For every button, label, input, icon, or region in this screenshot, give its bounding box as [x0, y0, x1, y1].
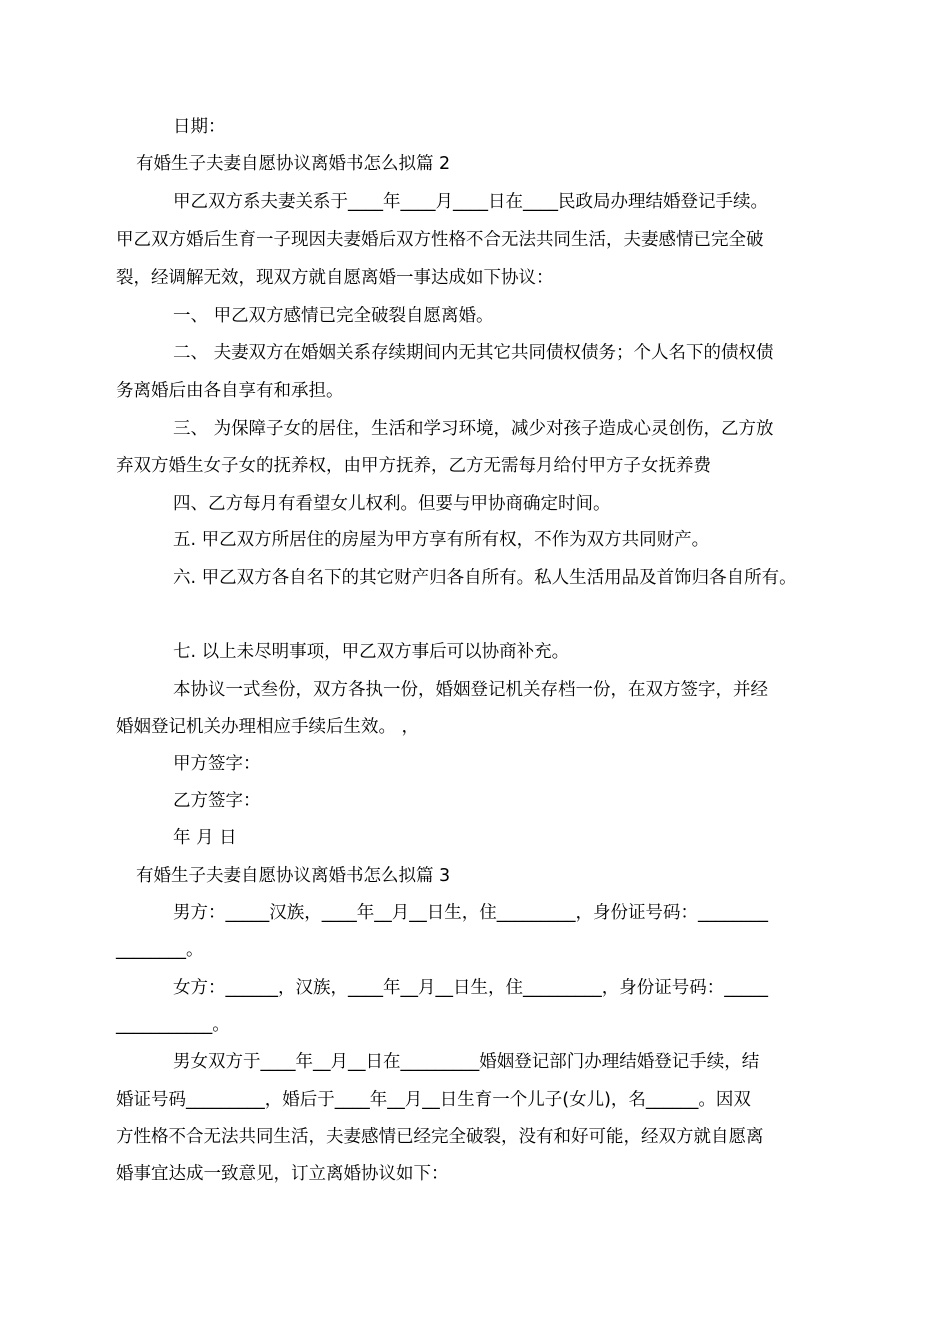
clause-3-cont: 弃双方婚生女子女的抚养权，由甲方抚养，乙方无需每月给付甲方子女抚养费: [116, 456, 711, 476]
male-party-line: 男方：_____汉族，____年__月__日生，住_________，身份证号码：________: [173, 903, 768, 923]
clause-2: 二、 夫妻双方在婚姻关系存续期间内无其它共同债权债务；个人名下的债权债: [173, 343, 774, 363]
paragraph-line: 婚姻登记机关办理相应手续后生效。 ，: [116, 717, 420, 737]
paragraph-line: 甲乙双方系夫妻关系于____年____月____日在____民政局办理结婚登记手续。: [173, 192, 768, 212]
paragraph-line: 甲乙双方婚后生育一子现因夫妻婚后双方性格不合无法共同生活，夫妻感情已完全破: [116, 230, 764, 250]
party-b-signature-label: 乙方签字：: [173, 791, 261, 811]
section-heading-2: 有婚生子夫妻自愿协议离婚书怎么拟篇 2: [136, 154, 451, 174]
clause-2-cont: 务离婚后由各自享有和承担。: [116, 381, 344, 401]
clause-1: 一、 甲乙双方感情已完全破裂自愿离婚。: [173, 306, 494, 326]
section-heading-3: 有婚生子夫妻自愿协议离婚书怎么拟篇 3: [136, 866, 451, 886]
clause-3: 三、 为保障子女的居住，生活和学习环境，减少对孩子造成心灵创伤，乙方放: [173, 419, 774, 439]
date-line: 日期：: [173, 117, 226, 137]
female-party-line: 女方：______，汉族，____年__月__日生，住_________，身份证号码：_____: [173, 978, 768, 998]
clause-5: 五. 甲乙双方所居住的房屋为甲方享有所有权，不作为双方共同财产。: [173, 530, 710, 550]
paragraph-line: 裂，经调解无效，现双方就自愿离婚一事达成如下协议：: [116, 268, 554, 288]
male-party-line-cont: ________。: [116, 940, 204, 960]
paragraph-line: 男女双方于____年__月__日在_________婚姻登记部门办理结婚登记手续，结: [173, 1052, 760, 1072]
female-party-line-cont: ___________。: [116, 1015, 230, 1035]
paragraph-line: 婚证号码_________，婚后于____年__月__日生育一个儿子(女儿)，名______。因双: [116, 1090, 751, 1110]
paragraph-line: 方性格不合无法共同生活，夫妻感情已经完全破裂，没有和好可能，经双方就自愿离: [116, 1127, 764, 1147]
clause-4: 四、乙方每月有看望女儿权利。但要与甲协商确定时间。: [173, 494, 611, 514]
clause-7: 七. 以上未尽明事项，甲乙双方事后可以协商补充。: [173, 642, 570, 662]
paragraph-line: 婚事宜达成一致意见，订立离婚协议如下：: [116, 1164, 449, 1184]
clause-6: 六. 甲乙双方各自名下的其它财产归各自所有。私人生活用品及首饰归各自所有。: [173, 568, 797, 588]
party-a-signature-label: 甲方签字：: [173, 754, 261, 774]
date-placeholder: 年 月 日: [173, 828, 237, 848]
paragraph-line: 本协议一式叁份，双方各执一份，婚姻登记机关存档一份，在双方签字，并经: [173, 680, 768, 700]
